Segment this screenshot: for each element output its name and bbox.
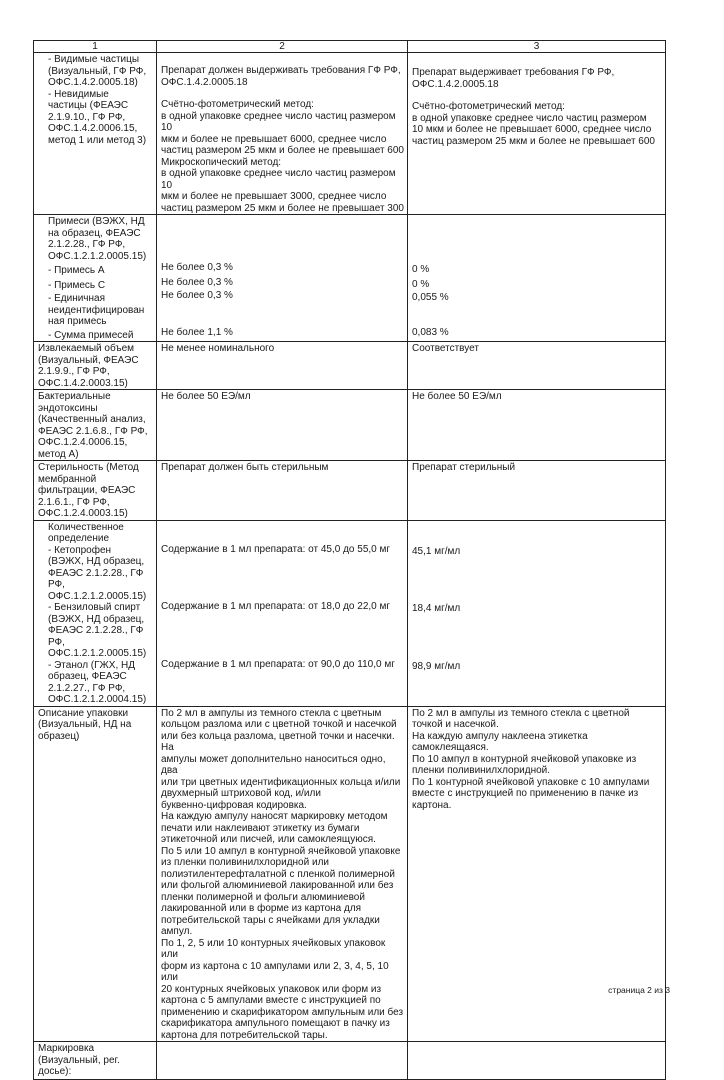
assay-ketoprofen-result: 45,1 мг/мл: [412, 545, 461, 557]
param-line: на образец, ФЕАЭС: [48, 227, 141, 239]
spec-line: печати или наклеивают этикетку из бумаги: [161, 822, 360, 834]
param-line: Маркировка: [38, 1043, 95, 1054]
spec-line: На каждую ампулу наносят маркировку методом: [161, 811, 388, 822]
impurity-sum-spec: Не более 1,1 %: [161, 326, 233, 338]
assay-ketoprofen-name: (ВЭЖХ, НД образец,: [48, 556, 145, 567]
packaging-spec-cell: [157, 706, 408, 1042]
assay-benzyl-result: 18,4 мг/мл: [412, 603, 461, 614]
result-line: в одной упаковке среднее число частиц размером: [412, 112, 647, 124]
endotoxins-spec-cell: Не более 50 ЕЭ/мл: [157, 390, 408, 461]
table-row-assay: [34, 520, 666, 706]
table-row-volume: [34, 342, 666, 390]
result-line: Счётно-фотометрический метод:: [412, 101, 565, 112]
spec-line: или фольгой алюминиевой лакированной или без: [161, 880, 394, 891]
param-line: Стерильность (Метод: [38, 462, 139, 473]
assay-benzyl-name: - Бензиловый спирт: [48, 602, 141, 613]
result-line: [412, 90, 662, 101]
spec-line: потребительской тары с ячейками для укладки: [161, 914, 380, 926]
spec-line: Микроскопический метод:: [161, 156, 282, 168]
result-line: частиц размером 25 мкм и более не превышает 600: [412, 135, 655, 147]
spec-line: из пленки поливинилхлоридной или: [161, 857, 329, 868]
impurities-result-cell: [408, 215, 666, 342]
table-row-marking: [34, 1042, 666, 1080]
assay-ethanol-name: ОФС.1.2.1.2.0004.15): [48, 694, 147, 705]
param-line: частицы (ФЕАЭС: [48, 100, 129, 111]
assay-param-cell: [34, 520, 157, 706]
param-line: (Визуальный, ГФ РФ,: [48, 65, 147, 77]
assay-ethanol-result: 98,9 мг/мл: [412, 660, 461, 672]
param-line: - Видимые частицы: [48, 54, 140, 65]
param-line: 2.1.9.9., ГФ РФ,: [38, 366, 110, 377]
param-line: (Визуальный, ФЕАЭС: [38, 354, 139, 366]
impurity-single-spec: Не более 0,3 %: [161, 290, 233, 301]
spec-line: 20 контурных ячейковых упаковок или форм из: [161, 983, 382, 995]
marking-result-cell: [408, 1042, 666, 1080]
endotoxins-param-cell: [34, 390, 157, 461]
assay-benzyl-name: ОФС.1.2.1.2.0005.15): [48, 648, 147, 659]
assay-ketoprofen-spec: Содержание в 1 мл препарата: от 45,0 до 55,0 мг: [161, 543, 391, 555]
impurity-sum-name: - Сумма примесей: [48, 329, 134, 341]
assay-result-cell: [408, 520, 666, 706]
assay-ethanol-spec: Содержание в 1 мл препарата: от 90,0 до 110,0 мг: [161, 658, 395, 670]
table-row-sterility: [34, 461, 666, 521]
table-row-particles: [34, 53, 666, 215]
param-line: метод А): [38, 448, 79, 460]
impurity-single-name: неидентифицирован: [48, 304, 145, 316]
spec-line: кольцом разлома или с цветной точкой и насечкой: [161, 719, 397, 730]
spec-line: в одной упаковке среднее число частиц размером 10: [161, 110, 396, 133]
spec-line: Счётно-фотометрический метод:: [161, 99, 314, 110]
spec-line: скарификатора ампульного помещают в пачку из: [161, 1018, 390, 1029]
impurity-a-spec: Не более 0,3 %: [161, 262, 233, 273]
assay-ethanol-name: образец, ФЕАЭС: [48, 671, 127, 682]
spec-line: мкм и более не превышает 3000, среднее число: [161, 191, 387, 202]
param-line: (Качественный анализ,: [38, 414, 146, 425]
param-line: образец): [38, 730, 80, 742]
spec-line: ампулы может дополнительно наноситься одно, два: [161, 753, 386, 776]
volume-param-cell: [34, 342, 157, 390]
param-line: Количественное: [48, 521, 124, 533]
assay-benzyl-spec: Содержание в 1 мл препарата: от 18,0 до 22,0 мг: [161, 601, 391, 612]
result-line: Препарат выдерживает требования ГФ РФ,: [412, 67, 615, 78]
header-col-2: 2: [157, 41, 408, 53]
spec-line: или без кольца разлома, цветной точки и насечки. На: [161, 730, 395, 753]
spec-line: [161, 88, 404, 99]
impurity-a-result: 0 %: [412, 264, 430, 275]
param-line: эндотоксины: [38, 402, 98, 414]
param-line: мембранной: [38, 473, 97, 485]
spec-line: частиц размером 25 мкм и более не превышает 600: [161, 145, 404, 156]
spec-line: этикеточной или писчей, или самоклеящуюся.: [161, 834, 376, 845]
table-row-impurities: [34, 215, 666, 342]
param-line: 2.1.9.10., ГФ РФ,: [48, 111, 126, 123]
param-line: определение: [48, 533, 110, 544]
impurity-single-name: ная примесь: [48, 316, 107, 327]
assay-spec-cell: [157, 520, 408, 706]
param-line: ОФС.1.2.4.0003.15): [38, 508, 128, 519]
param-line: 2.1.2.28., ГФ РФ,: [48, 239, 126, 250]
assay-benzyl-name: РФ,: [48, 636, 65, 648]
impurity-sum-result: 0,083 %: [412, 326, 449, 338]
spec-line: По 5 или 10 ампул в контурной ячейковой упаковке: [161, 845, 401, 857]
param-line: ОФС.1.4.2.0005.18): [48, 77, 138, 88]
spec-line: буквенно-цифровая кодировка.: [161, 799, 307, 811]
param-line: Извлекаемый объем: [38, 343, 135, 354]
particles-param-cell: [34, 53, 157, 215]
spec-line: картона для потребительской тары.: [161, 1029, 328, 1041]
spec-line: картона с 5 ампулами вместе с инструкцией по: [161, 995, 381, 1006]
param-line: 2.1.6.1., ГФ РФ,: [38, 496, 110, 508]
param-line: Описание упаковки: [38, 707, 129, 719]
spec-line: Препарат должен выдерживать требования ГФ РФ,: [161, 65, 401, 76]
spec-line: форм из картона с 10 ампулами или 2, 3, 4, 5, 10 или: [161, 960, 389, 983]
param-line: ФЕАЭС 2.1.6.8., ГФ РФ,: [38, 425, 148, 437]
spec-line: лакированной или в форме из картона для: [161, 903, 362, 914]
marking-spec-cell: [157, 1042, 408, 1080]
result-line: ОФС.1.4.2.0005.18: [412, 78, 499, 90]
spec-line: или три цветных идентификационных кольца и/или: [161, 776, 401, 788]
spec-line: применению и скарификатором ампульным или без: [161, 1006, 404, 1018]
volume-result-cell: Соответствует: [408, 342, 666, 390]
param-line: ОФС.1.4.2.0003.15): [38, 377, 128, 389]
spec-line: двухмерный штриховой код, и/или: [161, 788, 321, 799]
spec-line: По 2 мл в ампулы из темного стекла с цветным: [161, 707, 382, 719]
impurity-a-name: - Примесь А: [48, 265, 105, 276]
header-col-1: 1: [34, 41, 157, 53]
assay-benzyl-name: (ВЭЖХ, НД образец,: [48, 613, 145, 625]
assay-benzyl-name: ФЕАЭС 2.1.2.28., ГФ: [48, 625, 144, 636]
result-line: По 1 контурной ячейковой упаковке с 10 ампулами: [412, 776, 650, 788]
result-line: На каждую ампулу наклеена этикетка: [412, 730, 588, 742]
param-line: фильтрации, ФЕАЭС: [38, 485, 136, 496]
assay-ketoprofen-name: - Кетопрофен: [48, 544, 112, 556]
endotoxins-result-cell: Не более 50 ЕЭ/мл: [408, 390, 666, 461]
table-row-endotoxins: [34, 390, 666, 461]
volume-spec-cell: Не менее номинального: [157, 342, 408, 390]
spec-line: ампул.: [161, 926, 193, 937]
impurity-single-name: - Единичная: [48, 293, 106, 304]
header-col-3: 3: [408, 41, 666, 53]
assay-ketoprofen-name: РФ,: [48, 579, 65, 590]
param-line: Примеси (ВЭЖХ, НД: [48, 216, 145, 227]
param-line: Бактериальные: [38, 391, 111, 402]
param-line: ОФС.1.4.2.0006.15,: [48, 123, 138, 134]
result-line: По 10 ампул в контурной ячейковой упаковке из: [412, 753, 637, 765]
packaging-param-cell: [34, 706, 157, 1042]
result-line: 10 мкм и более не превышает 6000, среднее число: [412, 124, 652, 135]
particles-spec-cell: [157, 53, 408, 215]
specification-table: [33, 40, 666, 1080]
result-line: пленки поливинилхлоридной.: [412, 765, 551, 776]
impurity-c-spec: Не более 0,3 %: [161, 276, 233, 288]
spec-line: мкм и более не превышает 6000, среднее число: [161, 133, 387, 145]
impurity-c-result: 0 %: [412, 278, 430, 290]
param-line: ОФС.1.2.1.2.0005.15): [48, 250, 147, 262]
result-line: картона.: [412, 799, 452, 811]
param-line: - Невидимые: [48, 88, 109, 100]
spec-line: ОФС.1.4.2.0005.18: [161, 76, 248, 88]
param-line: досье):: [38, 1066, 72, 1077]
sterility-spec-cell: Препарат должен быть стерильным: [157, 461, 408, 521]
particles-result-cell: [408, 53, 666, 215]
assay-ethanol-name: 2.1.2.27., ГФ РФ,: [48, 682, 126, 694]
sterility-result-cell: Препарат стерильный: [408, 461, 666, 521]
spec-line: полиэтилентерефталатной с пленкой полимерной: [161, 868, 395, 880]
page-number: страница 2 из 3: [608, 985, 670, 995]
spec-line: частиц размером 25 мкм и более не превышает 300: [161, 202, 404, 214]
spec-line: По 1, 2, 5 или 10 контурных ячейковых упаковок или: [161, 937, 386, 960]
assay-ethanol-name: - Этанол (ГЖХ, НД: [48, 659, 136, 671]
result-line: самоклеящаяся.: [412, 742, 489, 753]
assay-ketoprofen-name: ФЕАЭС 2.1.2.28., ГФ: [48, 567, 144, 579]
param-line: метод 1 или метод 3): [48, 134, 147, 146]
table-header-row: [34, 41, 666, 53]
param-line: ОФС.1.2.4.0006.15,: [38, 437, 128, 448]
spec-line: в одной упаковке среднее число частиц размером 10: [161, 168, 396, 191]
impurity-single-result: 0,055 %: [412, 292, 449, 303]
spec-line: пленки полимерной и фольги алюминиевой: [161, 891, 365, 903]
marking-param-cell: [34, 1042, 157, 1080]
assay-ketoprofen-name: ОФС.1.2.1.2.0005.15): [48, 590, 147, 602]
impurities-param-cell: [34, 215, 157, 342]
result-line: точкой и насечкой.: [412, 719, 499, 730]
impurities-spec-cell: [157, 215, 408, 342]
param-line: (Визуальный, НД на: [38, 719, 132, 730]
impurity-c-name: - Примесь С: [48, 279, 106, 291]
param-line: (Визуальный, рег.: [38, 1054, 120, 1066]
sterility-param-cell: [34, 461, 157, 521]
result-line: По 2 мл в ампулы из темного стекла с цветной: [412, 707, 630, 719]
result-line: вместе с инструкцией по применению в пачке из: [412, 788, 639, 799]
